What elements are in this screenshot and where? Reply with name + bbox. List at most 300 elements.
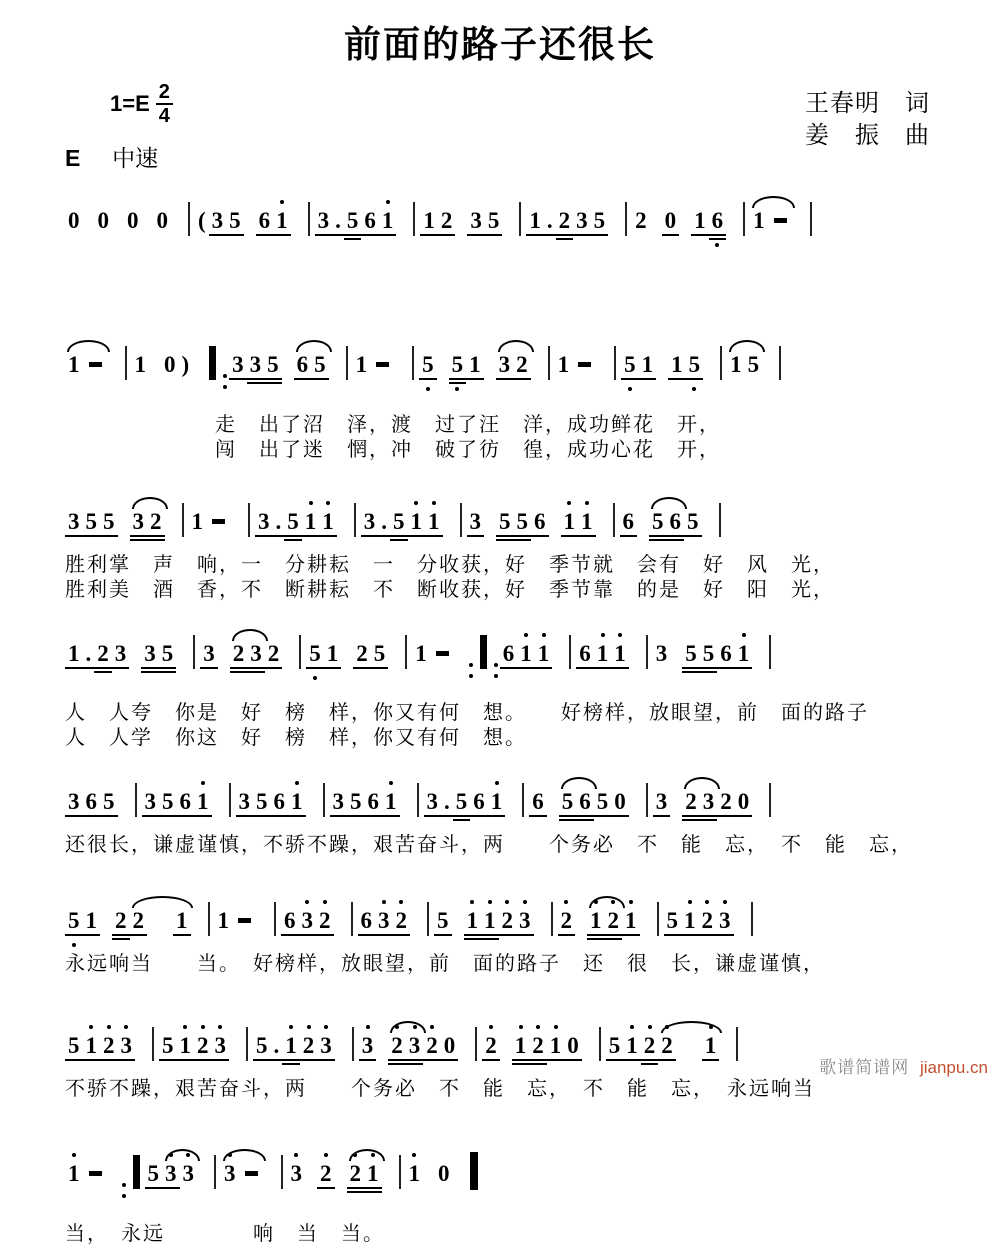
note: 2 [658,1034,676,1057]
lyrics-line: 胜利美 酒 香，不 断耕耘 不 断收获，好 季节靠 的是 好 阳 光， [65,578,835,601]
note: 2 [641,1034,659,1057]
time-denominator: 4 [158,105,170,127]
note-group [161,353,192,376]
repeat-dots [223,367,227,397]
note: 1 [639,353,657,376]
note: 3 [315,209,333,232]
note: 1 [406,1162,424,1185]
note-group [434,909,452,932]
note: 1 [134,352,146,377]
note: 5 [419,353,437,376]
note-group [347,1162,382,1185]
note: 3 [221,1162,239,1185]
octave-dot-up [470,900,474,904]
note: 1 [65,1162,83,1185]
note: 0 [564,1034,582,1057]
underline [247,378,265,380]
note: 1 [83,909,101,932]
note-group [65,353,108,376]
note-group [412,642,455,665]
note: 5 [371,642,389,665]
underline [594,815,612,817]
barline [209,346,216,380]
key-label: 1=E [110,91,150,116]
note: 5 [159,790,177,813]
underline [226,234,244,236]
underline [332,234,344,236]
underline [330,815,348,817]
note-group [621,353,656,376]
lyrics-line: 当， 永远 响 当 当。 [65,1222,385,1245]
underline [481,934,499,936]
note-group [526,209,608,232]
note: 3 [65,790,83,813]
note: ) [181,352,190,377]
note-group [159,1034,229,1057]
note: 2 [112,909,130,932]
music-system [65,769,1000,858]
music-system [65,1138,1000,1247]
underline [344,234,362,236]
time-numerator: 2 [156,82,173,105]
underline [611,667,629,669]
underline [716,934,734,936]
note: 3 [653,790,671,813]
note: 5 [594,790,612,813]
underline [668,378,686,380]
note: 3 [162,1162,180,1185]
octave-dot-up [89,1025,93,1029]
barline [152,1027,154,1061]
underline [112,934,130,936]
note: 5 [100,510,118,533]
tempo-marking: 中速 [112,146,159,171]
note: 5 [311,353,329,376]
underline [449,378,467,380]
note-group [221,1162,264,1185]
underline [177,1059,195,1061]
underline [212,1059,230,1061]
underline [684,535,702,537]
octave-dot-up [201,1025,205,1029]
slur-arc [132,896,193,908]
underline [284,535,302,537]
note: 1 [611,642,629,665]
octave-dot-up [705,900,709,904]
underline [709,238,727,240]
barline [399,1155,401,1189]
note: 1 [319,510,337,533]
underline [496,539,514,541]
note: 0 [441,1034,459,1057]
octave-dot-up [648,1025,652,1029]
underline [576,667,594,669]
underline [512,1063,530,1065]
note: 3 [299,909,317,932]
note: 5 [449,353,467,376]
barline [646,635,648,669]
dash-note [239,1162,264,1185]
barline [274,902,276,936]
underline [496,378,514,380]
note: 2 [265,642,283,665]
underline [735,667,753,669]
octave-dot-down [455,387,459,391]
underline [438,234,456,236]
dash-note [83,353,108,376]
underline [353,667,371,669]
note: 0 [662,209,680,232]
note: 6 [576,642,594,665]
note: 5 [65,1034,83,1057]
note-group [132,353,150,376]
note-group [200,642,218,665]
octave-dot-up [201,781,205,785]
note: 6 [717,642,735,665]
octave-dot-up [585,501,589,505]
underline [547,1059,565,1061]
octave-dot-up [107,1025,111,1029]
note-group [406,1162,424,1185]
note: ( [198,208,206,233]
underline [434,934,452,936]
underline [639,378,657,380]
note: 3 [209,209,227,232]
note: 1 [702,1034,720,1057]
note: 1 [681,909,699,932]
note-group [449,353,484,376]
underline [65,934,83,936]
underline [441,815,453,817]
note: 5 [145,1162,163,1185]
repeat-dots [494,655,498,685]
underline [159,1059,177,1061]
underline [142,815,160,817]
note: 1 [415,640,427,666]
note-group [65,1162,108,1185]
barline [719,503,721,537]
underline [717,815,735,817]
note-group [576,642,629,665]
underline [294,378,312,380]
octave-dot-up [618,633,622,637]
underline [256,234,274,236]
note: 1 [594,642,612,665]
underline [130,539,148,541]
note: 1 [547,1034,565,1057]
note-group [230,642,283,665]
note: 5 [306,642,324,665]
note-group [420,209,455,232]
note: 1 [488,790,506,813]
octave-dot-up [629,900,633,904]
octave-dot-up [742,633,746,637]
octave-dot-up [289,1025,293,1029]
note-group [154,209,172,232]
underline [264,378,282,380]
note-group [682,790,752,813]
underline [488,815,506,817]
underline [535,667,553,669]
note: 3 [406,1034,424,1057]
octave-dot-up [432,501,436,505]
note: 3 [424,790,442,813]
barline [736,1027,738,1061]
note-group [95,209,113,232]
underline [682,671,700,673]
note: 1 [512,1034,530,1057]
note: 1 [65,642,83,665]
note-group [195,209,244,232]
note: 3 [467,209,485,232]
note: 2 [499,909,517,932]
note-group [464,909,534,932]
underline [265,667,283,669]
note-group [142,790,212,813]
octave-dot-up [630,1025,634,1029]
note-group [419,353,437,376]
underline [302,535,320,537]
underline [587,934,605,936]
underline [513,378,531,380]
note: 2 [194,1034,212,1057]
barline [229,783,231,817]
note: 5 [686,353,704,376]
note-group [512,1034,582,1057]
note: 5 [621,353,639,376]
barline [248,503,250,537]
barline [405,635,407,669]
underline [419,378,437,380]
underline [467,535,485,537]
section-letter: E [65,145,81,171]
octave-dot-up [389,781,393,785]
dash-note [206,510,231,533]
underline [691,234,709,236]
note: 1 [730,352,742,377]
underline [141,667,159,669]
note: 3 [141,642,159,665]
octave-dot-up [295,781,299,785]
octave-dot-up [564,900,568,904]
barline [427,902,429,936]
lyrics-line: 胜利掌 声 响，一 分耕耘 一 分收获，好 季节就 会有 好 风 光， [65,553,835,576]
note-group [65,790,118,813]
underline [83,934,101,936]
underline [65,1059,83,1061]
underline [700,819,718,821]
watermark-site-url: jianpu.cn [919,1058,988,1077]
underline [316,934,334,936]
note-group [256,209,291,232]
note-group [750,209,793,232]
underline [682,819,700,821]
underline [130,535,148,537]
note: . [332,209,344,232]
underline [100,815,118,817]
barline [646,783,648,817]
note: 0 [97,208,109,233]
note: 3 [317,1034,335,1057]
barline [125,346,127,380]
note: 6 [83,790,101,813]
underline [147,535,165,537]
note-group [620,510,638,533]
note-group [691,209,726,232]
note: 1 [561,510,579,533]
note: 2 [529,1034,547,1057]
underline [408,535,426,537]
underline [512,1059,530,1061]
barline [193,635,195,669]
note: 1 [464,909,482,932]
note-group [727,353,762,376]
note: . [441,790,453,813]
barline [657,902,659,936]
underline [605,934,623,936]
note: 6 [365,790,383,813]
underline [364,1187,382,1189]
note-group [229,353,282,376]
underline [83,815,101,817]
octave-dot-up [723,900,727,904]
note: 1 [173,909,191,932]
note: 1 [379,209,397,232]
underline [247,382,265,384]
note-group [649,510,702,533]
note: 2 [300,1034,318,1057]
note: 5 [159,1034,177,1057]
underline [271,1059,283,1061]
octave-dot-up [567,501,571,505]
underline [699,934,717,936]
note: 1 [526,209,544,232]
note: 2 [388,1034,406,1057]
melody-line [65,1138,1000,1222]
underline [83,667,95,669]
note: . [544,209,556,232]
note: 2 [347,1162,365,1185]
note: 6 [667,510,685,533]
note: 6 [271,790,289,813]
slur-arc [296,340,332,352]
underline [464,934,482,936]
underline [441,1059,459,1061]
underline [317,1187,335,1189]
underline [526,234,544,236]
note-group [482,1034,500,1057]
octave-dot-up [412,1153,416,1157]
watermark [819,1053,988,1078]
note: 2 [699,909,717,932]
note-group [141,642,176,665]
slur-arc [223,1149,266,1161]
underline [194,1059,212,1061]
octave-dot-up [366,1025,370,1029]
underline [159,667,177,669]
octave-dot-up [688,900,692,904]
note: 5 [453,790,471,813]
barline [352,1027,354,1061]
slur-arc [752,196,795,208]
note: 1 [735,642,753,665]
underline [559,819,577,821]
note: 3 [716,909,734,932]
note-group [294,353,329,376]
underline [347,1191,365,1193]
barline [779,346,781,380]
octave-dot-up [523,900,527,904]
note-group [388,1034,458,1057]
dash-note [83,1162,108,1185]
note-group [496,510,549,533]
octave-dot-up [280,200,284,204]
barline [412,346,414,380]
barline [354,503,356,537]
barline [135,783,137,817]
note: 3 [288,1162,306,1185]
melody-line [65,888,1000,952]
note: 5 [65,909,83,932]
note: 6 [281,909,299,932]
note: 1 [691,209,709,232]
note-group [555,353,598,376]
octave-dot-down [72,943,76,947]
note: 1 [517,642,535,665]
octave-dot-up [323,900,327,904]
note-group [65,510,118,533]
underline [271,815,289,817]
octave-dot-up [536,1025,540,1029]
barline [810,202,812,236]
underline [100,535,118,537]
barline [613,503,615,537]
note-group [306,642,341,665]
underline [686,378,704,380]
note: 3 [130,510,148,533]
repeat-dots [122,1176,126,1206]
note: 6 [361,209,379,232]
note: 1 [194,790,212,813]
underline [159,815,177,817]
underline [83,1059,101,1061]
note: . [271,1034,283,1057]
octave-dot-up [307,1025,311,1029]
note: 1 [282,1034,300,1057]
underline [622,934,640,936]
composer-credit: 姜 振 曲 [805,123,930,149]
underline [420,234,438,236]
octave-dot-up [554,1025,558,1029]
underline [162,1187,180,1189]
barline [599,1027,601,1061]
underline [141,671,159,673]
note-group [435,1162,453,1185]
octave-dot-up [326,501,330,505]
underline [378,535,390,537]
barline [246,1027,248,1061]
octave-dot-up [489,1025,493,1029]
barline [769,783,771,817]
underline [324,667,342,669]
note-group [529,790,547,813]
note: 3 [496,353,514,376]
note: 5 [226,209,244,232]
barline [460,503,462,537]
underline [700,815,718,817]
barline [308,202,310,236]
underline [159,671,177,673]
